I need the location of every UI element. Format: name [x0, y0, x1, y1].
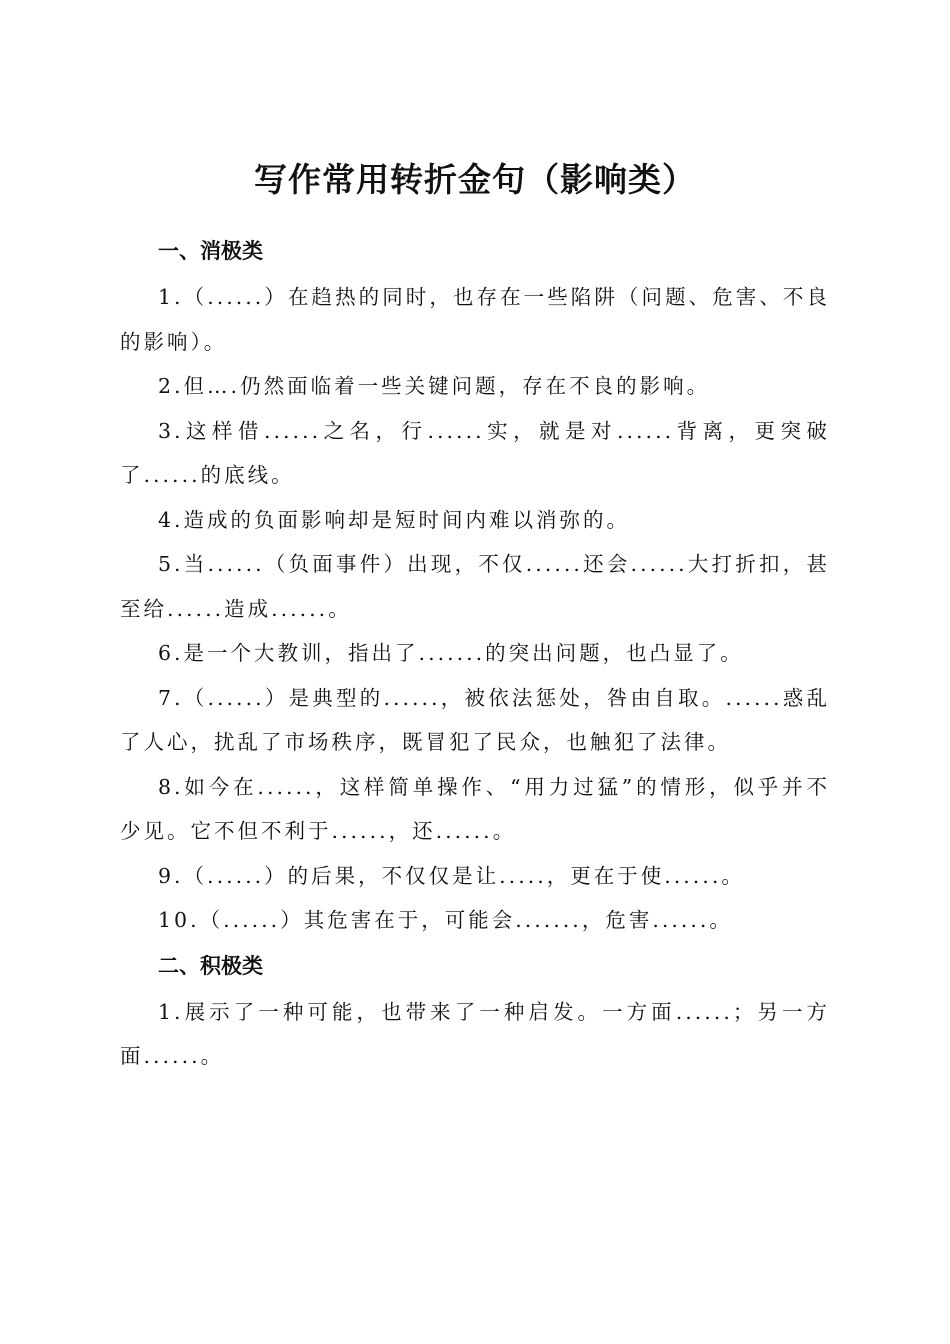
negative-item-1: 1.（......）在趋热的同时，也存在一些陷阱（问题、危害、不良的影响）。: [120, 285, 830, 354]
section-heading-negative: 一、消极类: [158, 239, 263, 263]
negative-item-3: 3.这样借......之名，行......实，就是对......背离，更突破了......的底线。: [120, 418, 830, 487]
section-heading-positive: 二、积极类: [158, 953, 263, 978]
document-title: 写作常用转折金句（影响类）: [254, 160, 696, 200]
positive-item-1: 1.展示了一种可能，也带来了一种启发。一方面......；另一方面......。: [120, 999, 830, 1068]
document-body: [120, 228, 830, 1079]
negative-item-2: 2.但….仍然面临着一些关键问题，存在不良的影响。: [158, 374, 711, 398]
negative-item-10: 10.（......）其危害在于，可能会.......，危害......。: [158, 908, 733, 932]
negative-item-7: 7.（......）是典型的......，被依法惩处，咎由自取。......惑乱了人心，扰乱了市场秩序，既冒犯了民众，也触犯了法律。: [120, 685, 830, 754]
negative-item-5: 5.当......（负面事件）出现，不仅......还会......大打折扣，甚至给......造成......。: [120, 552, 830, 621]
negative-item-4: 4.造成的负面影响却是短时间内难以消弥的。: [158, 507, 631, 532]
negative-item-8: 8.如今在......，这样简单操作、“用力过猛”的情形，似乎并不少见。它不但不利于......，还......。: [120, 774, 830, 843]
negative-item-6: 6.是一个大教训，指出了.......的突出问题，也凸显了。: [158, 641, 744, 665]
negative-item-9: 9.（......）的后果，不仅仅是让.....，更在于使......。: [158, 863, 745, 888]
